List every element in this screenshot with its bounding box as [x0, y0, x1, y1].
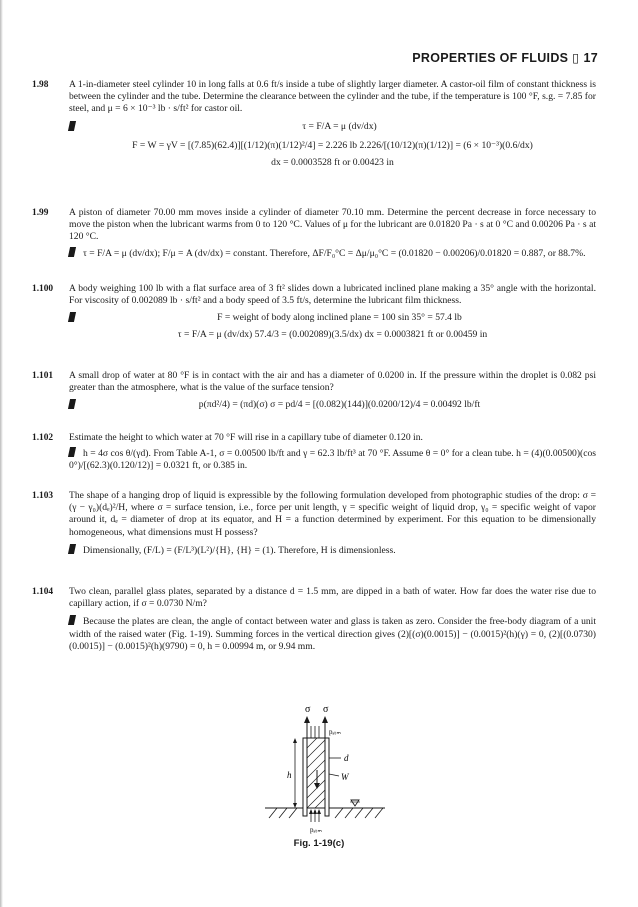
- patm-top-arrows-icon: [311, 726, 319, 738]
- solution-text: τ = F/A = μ (dv/dx); F/μ = A (dv/dx) = constant. Therefore, ΔF/F₀°C = Δμ/μ₀°C = (0.01820 − 0.00206)/0.01820 = 0.887, or 88.7%.: [69, 247, 596, 260]
- problem-number: 1.104: [32, 587, 54, 597]
- solution-text: Dimensionally, (F/L) = (F/L³)(L²)/{H}, {H} = (1). Therefore, H is dimensionless.: [69, 544, 596, 557]
- solution-marker-icon: [68, 447, 76, 457]
- problem-1-101: [32, 370, 596, 412]
- problem-text: A 1-in-diameter steel cylinder 10 in long falls at 0.6 ft/s inside a tube of slightly larger diameter. A castor-oil film of constant thickness is between the cylinder and the tube. Determine the clearance between the cylinder and the tube, if the temperature is 100 °F, s.g. = 7.85 for steel, and μ = 6 × 10⁻³ lb · s/ft² for castor oil.: [69, 79, 596, 115]
- problem-number: 1.99: [32, 208, 49, 218]
- problem-1-99: [32, 207, 596, 260]
- problem-text: A small drop of water at 80 °F is in contact with the air and has a diameter of 0.0200 in. If the pressure within the droplet is 0.082 psi greater than the atmosphere, what is the value of the surface tension?: [69, 370, 596, 394]
- figure-caption: Fig. 1-19(c): [293, 838, 345, 849]
- header-symbol-icon: ▯: [572, 51, 580, 65]
- problem-1-103: [32, 490, 596, 557]
- problem-number: 1.102: [32, 433, 54, 443]
- solution-text: Because the plates are clean, the angle of contact between water and glass is taken as zero. Consider the free-body diagram of a unit width of the raised water (Fig. 1-19). Summing forces in the vertical direction gives (2)[(σ)(0.0015)] − (0.0015)²(h)(γ) = 0, (2)[(0.0730)(0.0015)] − (0.0015)²(h)(9790) = 0, h = 0.00994 m, or 9.94 mm.: [69, 616, 596, 652]
- scan-edge: [0, 0, 3, 907]
- height-dimension-icon: [293, 738, 297, 808]
- solution-equation: F = W = γV = [(7.85)(62.4)][(1/12)(π)(1/12)²/4] = 2.226 lb 2.226/[(10/12)(π)(1/12)] = (6 × 10⁻³)(0.6/dx): [132, 139, 533, 151]
- page-header: [380, 50, 598, 65]
- sigma-left-label: σ: [305, 704, 311, 715]
- problem-1-104: [32, 586, 596, 653]
- problem-text: A body weighing 100 lb with a flat surface area of 3 ft² slides down a lubricated inclined plane making a 35° angle with the horizontal. For viscosity of 0.002089 lb · s/ft² and a body speed of 3.5 ft/s, determine the lubricant film thickness.: [69, 283, 596, 307]
- solution-equation: τ = F/A = μ (dv/dx) 57.4/3 = (0.002089)(3.5/dx) dx = 0.0003821 ft or 0.00459 in: [177, 328, 488, 340]
- solution-marker-icon: [68, 312, 76, 322]
- solution-marker-icon: [68, 121, 76, 131]
- problem-number: 1.98: [32, 80, 49, 90]
- solution-marker-icon: [68, 544, 76, 554]
- capillary-diagram: [255, 698, 425, 878]
- solution-marker-icon: [68, 247, 76, 257]
- glass-plate-left: [303, 738, 307, 816]
- tension-arrow-left-icon: [304, 716, 310, 738]
- problem-text: Two clean, parallel glass plates, separated by a distance d = 1.5 mm, are dipped in a bath of water. How far does the water rise due to capillary action, if σ = 0.0730 N/m?: [69, 586, 596, 610]
- patm-bottom-arrows-icon: [309, 809, 321, 822]
- tension-arrow-right-icon: [322, 716, 328, 738]
- solution-equation: τ = F/A = μ (dv/dx): [69, 121, 596, 133]
- problem-text: The shape of a hanging drop of liquid is expressible by the following formulation developed from photographic studies of the drop: σ = (γ − γ₀)(dₑ)²/H, where σ = surface tension, i.e., force per unit length, γ = specific weight of liquid drop, γ₀ = specific weight of vapor around it, dₑ = diameter of drop at its equator, and H = a function determined by experiment. For this equation to be dimensionally homogeneous, what dimensions must H possess?: [69, 490, 596, 538]
- weight-label: W: [341, 772, 349, 782]
- solution-marker-icon: [68, 399, 76, 409]
- d-label: d: [344, 753, 349, 763]
- height-label: h: [287, 770, 292, 780]
- problem-1-98: [32, 79, 596, 169]
- problem-number: 1.101: [32, 371, 54, 381]
- problem-text: Estimate the height to which water at 70 °F will rise in a capillary tube of diameter 0.120 in.: [69, 432, 423, 443]
- solution-equation: F = weight of body along inclined plane = 100 sin 35° = 57.4 lb: [69, 312, 596, 324]
- problem-text: A piston of diameter 70.00 mm moves inside a cylinder of diameter 70.10 mm. Determine the percent decrease in force necessary to move the piston when the lubricant warms from 0 to 120 °C. Values of μ for the lubricant are 0.01820 Pa · s at 0 °C and 0.00206 Pa · s at 120 °C.: [69, 207, 596, 243]
- problem-number: 1.103: [32, 491, 54, 501]
- solution-equation: p(πd²/4) = (πd)(σ) σ = pd/4 = [(0.082)(144)](0.0200/12)/4 = 0.00492 lb/ft: [69, 399, 596, 411]
- glass-plate-right: [325, 738, 329, 816]
- problem-1-102: [32, 432, 596, 473]
- patm-top-label: pₐₜₘ: [329, 728, 341, 736]
- sigma-right-label: σ: [323, 704, 329, 715]
- chapter-title: PROPERTIES OF FLUIDS: [412, 51, 569, 65]
- solution-text: h = 4σ cos θ/(γd). From Table A-1, σ = 0.00500 lb/ft and γ = 62.3 lb/ft³ at 70 °F. Assume θ = 0° for a clean tube. h = (4)(0.00500)(cos 0°)/[(62.3)(0.120/12)] = 0.0321 ft, or 0.385 in.: [69, 448, 596, 472]
- problem-1-100: [32, 283, 596, 341]
- solution-result: dx = 0.0003528 ft or 0.00423 in: [271, 157, 394, 169]
- page-number: 17: [583, 51, 598, 65]
- solution-marker-icon: [68, 615, 76, 625]
- free-surface-triangle-icon: [350, 800, 360, 806]
- problem-number: 1.100: [32, 284, 54, 294]
- patm-bottom-label: pₐₜₘ: [310, 826, 322, 834]
